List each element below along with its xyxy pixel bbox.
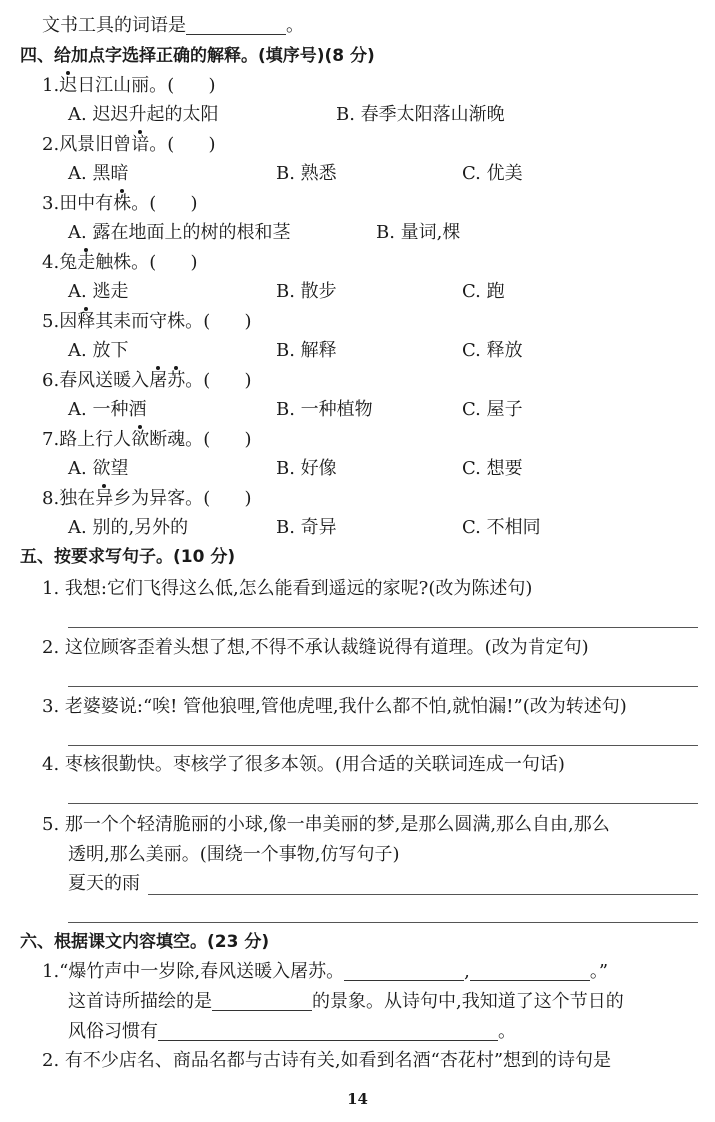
answer-line[interactable] <box>68 922 698 923</box>
answer-paren[interactable]: ( ) <box>203 429 252 450</box>
answer-line[interactable] <box>68 686 698 687</box>
s4-option: C. 不相同 <box>462 517 541 538</box>
s4-option: A. 放下 <box>68 340 129 361</box>
answer-blank[interactable] <box>212 992 312 1011</box>
answer-blank[interactable] <box>470 962 590 981</box>
s4-option: C. 优美 <box>462 163 523 184</box>
s4-option: B. 一种植物 <box>276 399 373 420</box>
answer-line[interactable] <box>148 894 698 895</box>
s4-option: B. 好像 <box>276 458 337 479</box>
dotted-char: 走 <box>77 252 96 273</box>
s5-question-5b: 透明,那么美丽。(围绕一个事物,仿写句子) <box>68 844 400 865</box>
section-6-title: 六、根据课文内容填空。(23 分) <box>20 932 270 952</box>
s4-question-8: 8.独在异乡为异客。( ) <box>42 488 252 509</box>
dotted-char: 欲 <box>131 429 150 450</box>
answer-paren[interactable]: ( ) <box>167 134 216 155</box>
s4-option: A. 黑暗 <box>68 163 129 184</box>
dotted-word <box>131 429 149 450</box>
dotted-word <box>59 75 77 96</box>
s4-option: B. 量词,棵 <box>376 222 461 243</box>
s5-question-3: 3. 老婆婆说:“唉! 管他狼哩,管他虎哩,我什么都不怕,就怕漏!”(改为转述句) <box>42 696 627 717</box>
s4-option: B. 春季太阳落山渐晚 <box>336 104 505 125</box>
answer-blank[interactable] <box>158 1022 498 1041</box>
s6-question-1c: 风俗习惯有 。 <box>68 1021 516 1042</box>
dotted-char: 迟 <box>59 75 78 96</box>
page-number: 14 <box>347 1090 368 1108</box>
s6-question-1a: 1.“爆竹声中一岁除,春风送暖入屠苏。 , 。” <box>42 961 609 982</box>
s5-question-5c: 夏天的雨 <box>68 873 140 894</box>
answer-blank[interactable] <box>344 962 464 981</box>
q3-tail-line: 文书工具的词语是 。 <box>42 15 304 36</box>
s4-option: A. 别的,另外的 <box>68 517 189 538</box>
dotted-word <box>131 134 149 155</box>
s4-option: A. 欲望 <box>68 458 129 479</box>
answer-paren[interactable]: ( ) <box>203 488 252 509</box>
s4-option: C. 释放 <box>462 340 523 361</box>
answer-line[interactable] <box>68 745 698 746</box>
s4-question-3: 3.田中有株。( ) <box>42 193 198 214</box>
s4-option: A. 迟迟升起的太阳 <box>68 104 219 125</box>
answer-line[interactable] <box>68 627 698 628</box>
s4-option: C. 跑 <box>462 281 505 302</box>
s4-question-5: 5.因释其耒而守株。( ) <box>42 311 252 332</box>
dotted-word <box>149 370 185 391</box>
dotted-char: 株 <box>113 193 132 214</box>
s5-question-5a: 5. 那一个个轻清脆丽的小球,像一串美丽的梦,是那么圆满,那么自由,那么 <box>42 814 610 835</box>
dotted-char: 谙 <box>131 134 150 155</box>
s4-option: A. 一种酒 <box>68 399 147 420</box>
dotted-word <box>95 488 113 509</box>
dotted-char: 苏 <box>167 370 186 391</box>
s4-option: B. 解释 <box>276 340 337 361</box>
dotted-char: 异 <box>95 488 114 509</box>
answer-paren[interactable]: ( ) <box>149 252 198 273</box>
s6-question-2: 2. 有不少店名、商品名都与古诗有关,如看到名酒“杏花村”想到的诗句是 <box>42 1050 612 1071</box>
dotted-word <box>113 193 131 214</box>
s5-question-4: 4. 枣核很勤快。枣核学了很多本领。(用合适的关联词连成一句话) <box>42 754 565 775</box>
s4-question-1: 1.迟日江山丽。( ) <box>42 75 216 96</box>
section-5-title: 五、按要求写句子。(10 分) <box>20 547 236 567</box>
answer-line[interactable] <box>68 803 698 804</box>
s5-question-2: 2. 这位顾客歪着头想了想,不得不承认裁缝说得有道理。(改为肯定句) <box>42 637 589 658</box>
s4-question-7: 7.路上行人欲断魂。( ) <box>42 429 252 450</box>
dotted-word <box>77 252 95 273</box>
s4-question-4: 4.兔走触株。( ) <box>42 252 198 273</box>
s4-option: B. 散步 <box>276 281 337 302</box>
dotted-char: 释 <box>77 311 96 332</box>
s6-question-1b: 这首诗所描绘的是 的景象。从诗句中,我知道了这个节日的 <box>68 991 624 1012</box>
answer-blank[interactable] <box>186 16 286 35</box>
s4-question-6: 6.春风送暖入屠苏。( ) <box>42 370 252 391</box>
s4-option: B. 熟悉 <box>276 163 337 184</box>
dotted-char: 屠 <box>149 370 168 391</box>
s4-option: B. 奇异 <box>276 517 337 538</box>
section-4-title: 四、给加点字选择正确的解释。(填序号)(8 分) <box>20 46 375 66</box>
s4-option: C. 屋子 <box>462 399 523 420</box>
s4-option: A. 逃走 <box>68 281 129 302</box>
answer-paren[interactable]: ( ) <box>203 311 252 332</box>
s4-option: A. 露在地面上的树的根和茎 <box>68 222 291 243</box>
s4-option: C. 想要 <box>462 458 523 479</box>
answer-paren[interactable]: ( ) <box>203 370 252 391</box>
s4-question-2: 2.风景旧曾谙。( ) <box>42 134 216 155</box>
answer-paren[interactable]: ( ) <box>149 193 198 214</box>
answer-paren[interactable]: ( ) <box>167 75 216 96</box>
s5-question-1: 1. 我想:它们飞得这么低,怎么能看到遥远的家呢?(改为陈述句) <box>42 578 533 599</box>
dotted-word <box>77 311 95 332</box>
